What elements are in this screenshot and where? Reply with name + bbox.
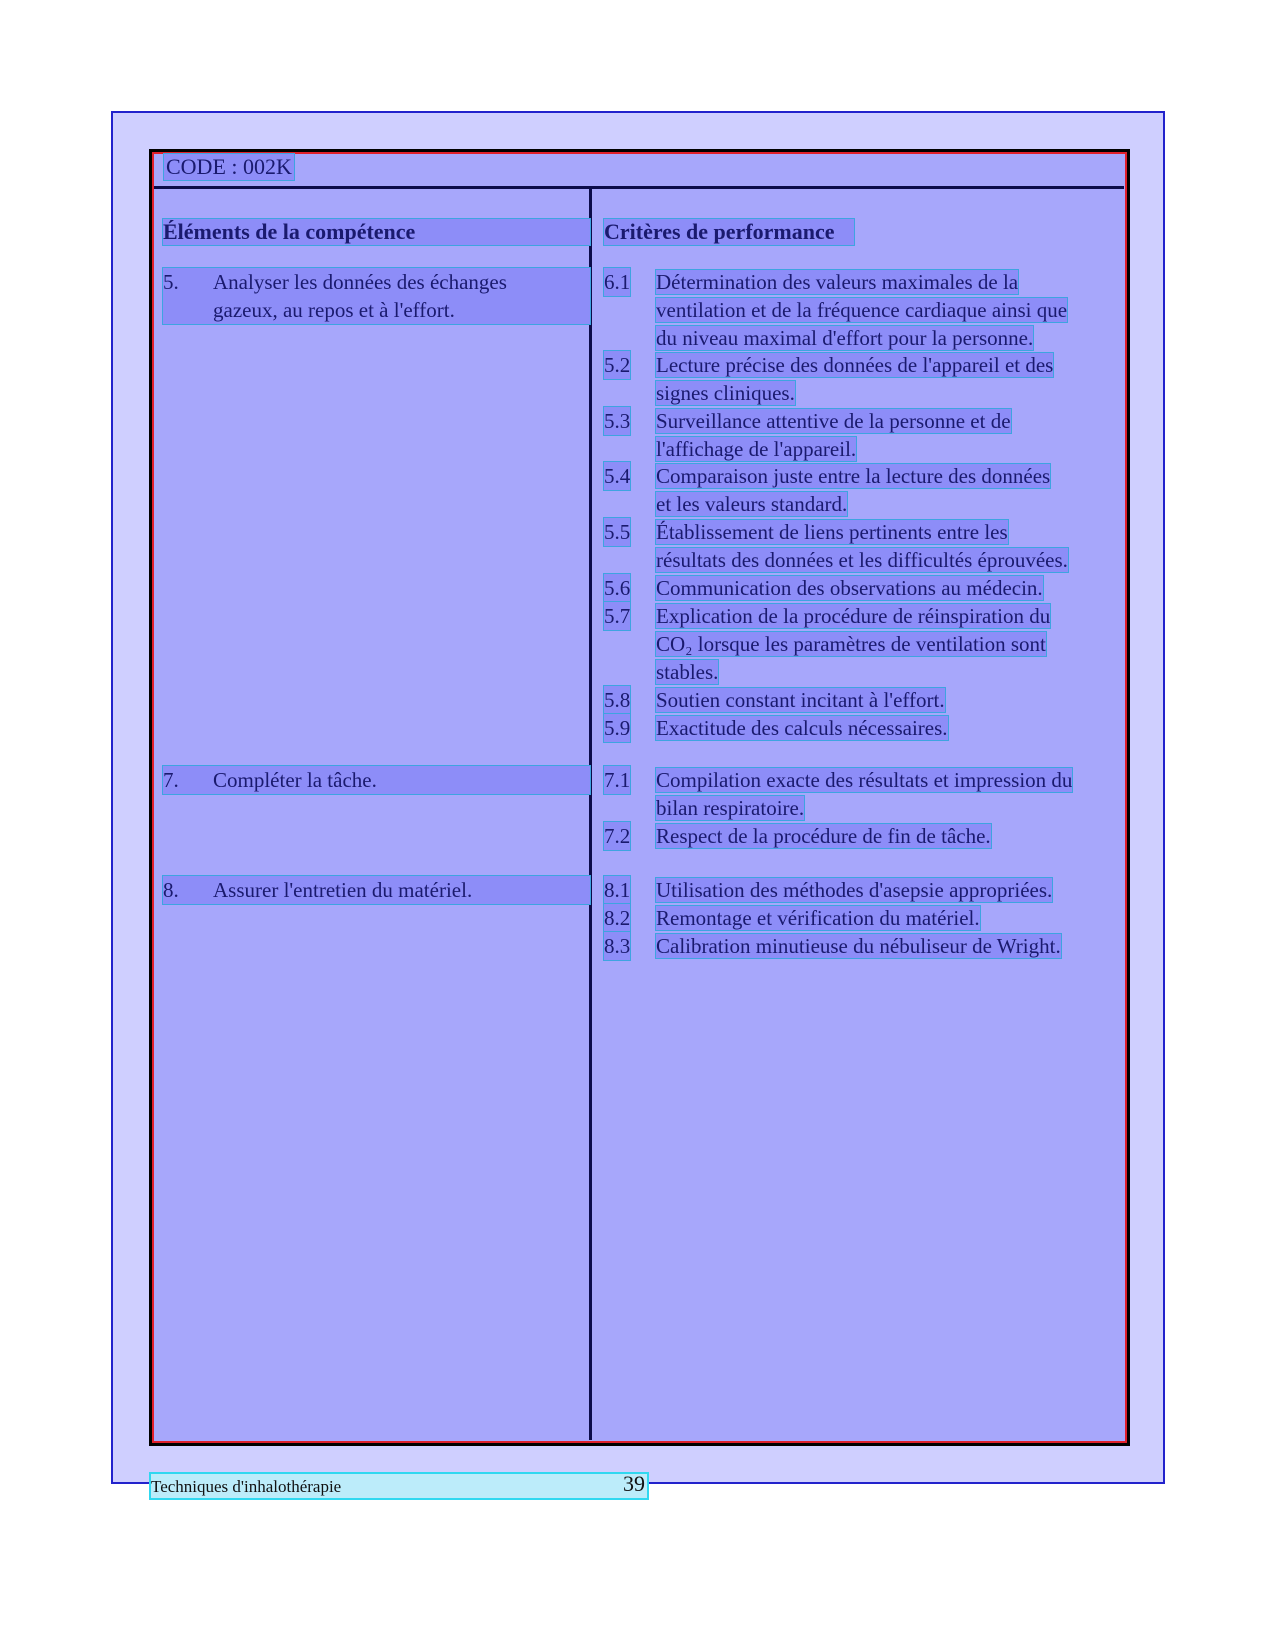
element-item: [163, 766, 590, 794]
element-text: Analyser les données des échanges gazeux, au repos et à l'effort.: [213, 270, 507, 322]
element-text: Compléter la tâche.: [213, 768, 377, 792]
criterion-number: 5.9: [604, 716, 631, 740]
criteres-header: Critères de performance: [604, 219, 854, 245]
criterion-number: 5.4: [604, 464, 631, 488]
criterion-number: 5.3: [604, 409, 631, 433]
criterion-number: 7.1: [604, 768, 631, 792]
criterion-text: Utilisation des méthodes d'asepsie appropriées.: [656, 878, 1053, 902]
elements-header: Éléments de la compétence: [163, 219, 590, 245]
criterion-text: Calibration minutieuse du nébuliseur de Wright.: [656, 934, 1061, 958]
criterion-text: Établissement de liens pertinents entre les résultats des données et les difficultés éprouvées.: [656, 520, 1068, 572]
element-item: [163, 876, 590, 904]
criterion-number: 5.5: [604, 520, 631, 544]
column-divider: [589, 189, 592, 1440]
criterion-text: Respect de la procédure de fin de tâche.: [656, 824, 991, 848]
criterion-number: 8.2: [604, 906, 631, 930]
criterion-text: Compilation exacte des résultats et impression du bilan respiratoire.: [656, 768, 1073, 820]
criterion-text: Surveillance attentive de la personne et de l'affichage de l'appareil.: [656, 409, 1011, 461]
criterion-number: 8.1: [604, 878, 631, 902]
criterion-number: 5.2: [604, 353, 631, 377]
criterion-text: Lecture précise des données de l'appareil et des signes cliniques.: [656, 353, 1054, 405]
element-number: 5.: [163, 270, 179, 294]
criterion-number: 6.1: [604, 270, 631, 294]
code-label: CODE : 002K: [166, 154, 292, 179]
criterion-number: 5.6: [604, 576, 631, 600]
criterion-text: Exactitude des calculs nécessaires.: [656, 716, 948, 740]
criterion-text: Soutien constant incitant à l'effort.: [656, 688, 945, 712]
element-text: Assurer l'entretien du matériel.: [213, 878, 473, 902]
page-footer: [151, 1471, 647, 1498]
criterion-text: Remontage et vérification du matériel.: [656, 906, 980, 930]
criterion-text: Détermination des valeurs maximales de la ventilation et de la fréquence cardiaque ainsi que du niveau maximal d'effort pour la personne.: [656, 270, 1068, 350]
element-number: 7.: [163, 768, 179, 792]
criterion-text: Communication des observations au médecin.: [656, 576, 1043, 600]
element-number: 8.: [163, 878, 179, 902]
criterion-number: 7.2: [604, 824, 631, 848]
page-number: 39: [623, 1471, 645, 1496]
element-item: [163, 268, 590, 324]
footer-title: Techniques d'inhalothérapie: [151, 1477, 342, 1496]
criterion-text: Explication de la procédure de réinspiration du CO₂ lorsque les paramètres de ventilation sont stables.: [656, 604, 1051, 684]
criterion-number: 5.8: [604, 688, 631, 712]
header-divider: [154, 186, 1124, 189]
criterion-number: 5.7: [604, 604, 631, 628]
criterion-text: Comparaison juste entre la lecture des données et les valeurs standard.: [656, 464, 1051, 516]
criterion-number: 8.3: [604, 934, 631, 958]
